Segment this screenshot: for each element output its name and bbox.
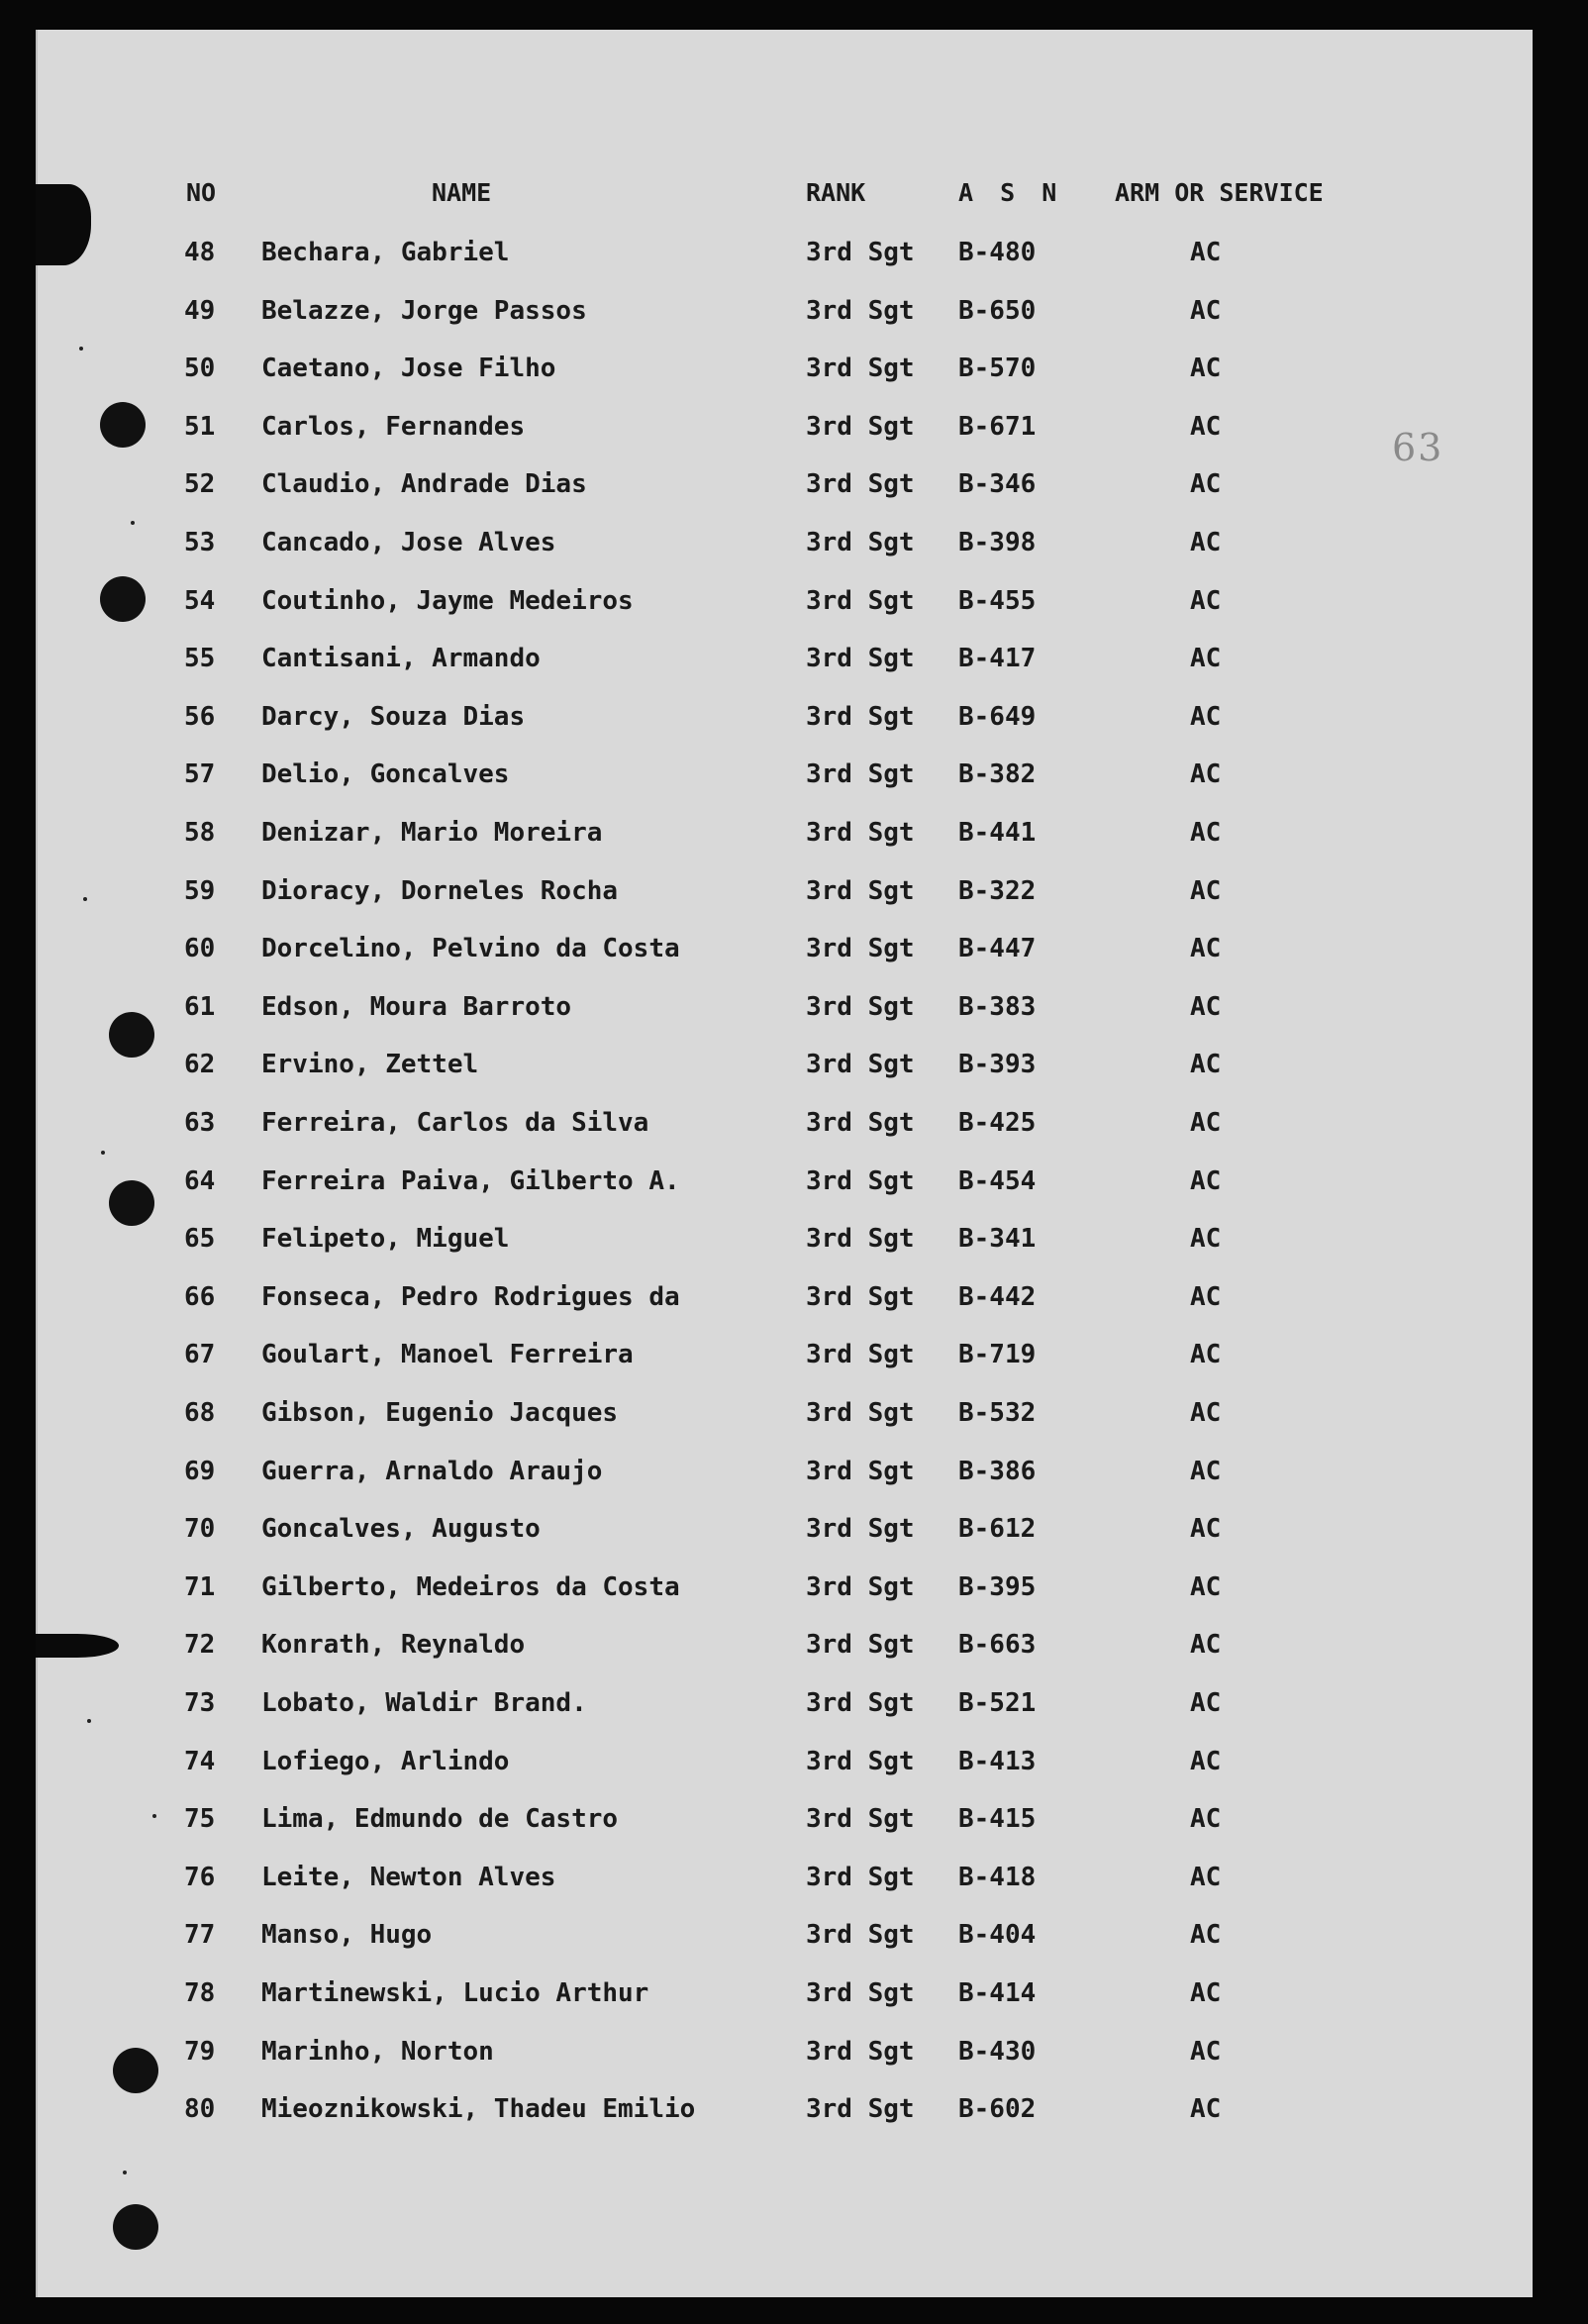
table-row (0, 528, 1588, 567)
row-name: Guerra, Arnaldo Araujo (261, 1457, 603, 1486)
row-no: 55 (184, 644, 216, 673)
row-no: 69 (184, 1457, 216, 1486)
row-no: 75 (184, 1804, 216, 1834)
table-row (0, 1804, 1588, 1844)
row-arm-or-service: AC (1190, 1050, 1222, 1079)
table-row (0, 1863, 1588, 1902)
table-row (0, 1457, 1588, 1496)
row-rank: 3rd Sgt (806, 354, 915, 383)
row-no: 51 (184, 412, 216, 442)
row-rank: 3rd Sgt (806, 1108, 915, 1138)
row-asn: B-425 (958, 1108, 1037, 1138)
row-name: Dioracy, Dorneles Rocha (261, 876, 619, 906)
row-arm-or-service: AC (1190, 2094, 1222, 2124)
row-name: Ervino, Zettel (261, 1050, 479, 1079)
row-arm-or-service: AC (1190, 992, 1222, 1022)
row-no: 52 (184, 469, 216, 499)
row-name: Lima, Edmundo de Castro (261, 1804, 619, 1834)
row-arm-or-service: AC (1190, 238, 1222, 267)
row-arm-or-service: AC (1190, 1630, 1222, 1660)
row-asn: B-455 (958, 586, 1037, 616)
row-no: 71 (184, 1572, 216, 1602)
row-arm-or-service: AC (1190, 644, 1222, 673)
row-arm-or-service: AC (1190, 818, 1222, 848)
row-arm-or-service: AC (1190, 1920, 1222, 1950)
table-row (0, 1978, 1588, 2018)
row-arm-or-service: AC (1190, 586, 1222, 616)
table-row (0, 354, 1588, 393)
table-row (0, 876, 1588, 916)
row-name: Goulart, Manoel Ferreira (261, 1340, 634, 1369)
row-name: Martinewski, Lucio Arthur (261, 1978, 649, 2008)
row-name: Claudio, Andrade Dias (261, 469, 587, 499)
row-no: 56 (184, 702, 216, 732)
row-asn: B-417 (958, 644, 1037, 673)
row-arm-or-service: AC (1190, 1224, 1222, 1254)
table-row (0, 644, 1588, 683)
row-rank: 3rd Sgt (806, 1050, 915, 1079)
row-rank: 3rd Sgt (806, 992, 915, 1022)
row-no: 76 (184, 1863, 216, 1892)
row-name: Konrath, Reynaldo (261, 1630, 526, 1660)
table-row (0, 238, 1588, 277)
row-rank: 3rd Sgt (806, 876, 915, 906)
row-arm-or-service: AC (1190, 412, 1222, 442)
row-rank: 3rd Sgt (806, 1166, 915, 1196)
row-name: Leite, Newton Alves (261, 1863, 556, 1892)
table-row (0, 1572, 1588, 1612)
row-rank: 3rd Sgt (806, 1978, 915, 2008)
row-no: 59 (184, 876, 216, 906)
row-no: 49 (184, 296, 216, 326)
row-asn: B-442 (958, 1282, 1037, 1312)
row-no: 80 (184, 2094, 216, 2124)
row-rank: 3rd Sgt (806, 702, 915, 732)
row-name: Dorcelino, Pelvino da Costa (261, 934, 680, 963)
row-rank: 3rd Sgt (806, 2037, 915, 2067)
row-name: Carlos, Fernandes (261, 412, 526, 442)
row-arm-or-service: AC (1190, 1747, 1222, 1776)
row-name: Cancado, Jose Alves (261, 528, 556, 557)
row-arm-or-service: AC (1190, 1572, 1222, 1602)
row-no: 60 (184, 934, 216, 963)
row-arm-or-service: AC (1190, 1398, 1222, 1428)
row-name: Gilberto, Medeiros da Costa (261, 1572, 680, 1602)
row-rank: 3rd Sgt (806, 759, 915, 789)
row-name: Felipeto, Miguel (261, 1224, 510, 1254)
table-row (0, 1050, 1588, 1089)
row-arm-or-service: AC (1190, 1282, 1222, 1312)
row-asn: B-454 (958, 1166, 1037, 1196)
row-rank: 3rd Sgt (806, 586, 915, 616)
header-asn: A S N (958, 178, 1063, 207)
row-name: Manso, Hugo (261, 1920, 433, 1950)
row-arm-or-service: AC (1190, 1804, 1222, 1834)
row-no: 65 (184, 1224, 216, 1254)
table-row (0, 2037, 1588, 2076)
table-row (0, 992, 1588, 1032)
row-arm-or-service: AC (1190, 296, 1222, 326)
row-no: 79 (184, 2037, 216, 2067)
row-arm-or-service: AC (1190, 1688, 1222, 1718)
table-row (0, 1920, 1588, 1960)
row-no: 48 (184, 238, 216, 267)
row-asn: B-671 (958, 412, 1037, 442)
row-arm-or-service: AC (1190, 876, 1222, 906)
row-name: Ferreira, Carlos da Silva (261, 1108, 649, 1138)
row-name: Darcy, Souza Dias (261, 702, 526, 732)
table-row (0, 818, 1588, 858)
row-rank: 3rd Sgt (806, 412, 915, 442)
table-row (0, 2094, 1588, 2134)
row-arm-or-service: AC (1190, 1978, 1222, 2008)
row-no: 67 (184, 1340, 216, 1369)
row-rank: 3rd Sgt (806, 1340, 915, 1369)
row-name: Coutinho, Jayme Medeiros (261, 586, 634, 616)
row-no: 66 (184, 1282, 216, 1312)
row-rank: 3rd Sgt (806, 1572, 915, 1602)
row-rank: 3rd Sgt (806, 1224, 915, 1254)
row-asn: B-650 (958, 296, 1037, 326)
row-arm-or-service: AC (1190, 702, 1222, 732)
row-arm-or-service: AC (1190, 1166, 1222, 1196)
row-rank: 3rd Sgt (806, 1514, 915, 1544)
row-asn: B-430 (958, 2037, 1037, 2067)
row-asn: B-447 (958, 934, 1037, 963)
table-row (0, 1224, 1588, 1263)
row-no: 57 (184, 759, 216, 789)
row-arm-or-service: AC (1190, 469, 1222, 499)
row-arm-or-service: AC (1190, 1457, 1222, 1486)
row-no: 53 (184, 528, 216, 557)
row-rank: 3rd Sgt (806, 1630, 915, 1660)
row-no: 68 (184, 1398, 216, 1428)
table-row (0, 1514, 1588, 1554)
row-no: 77 (184, 1920, 216, 1950)
row-name: Delio, Goncalves (261, 759, 510, 789)
row-name: Marinho, Norton (261, 2037, 494, 2067)
row-no: 62 (184, 1050, 216, 1079)
table-row (0, 1166, 1588, 1206)
row-name: Lofiego, Arlindo (261, 1747, 510, 1776)
table-row (0, 586, 1588, 626)
row-asn: B-649 (958, 702, 1037, 732)
row-asn: B-398 (958, 528, 1037, 557)
table-row (0, 759, 1588, 799)
row-rank: 3rd Sgt (806, 1804, 915, 1834)
row-name: Lobato, Waldir Brand. (261, 1688, 587, 1718)
row-no: 73 (184, 1688, 216, 1718)
row-rank: 3rd Sgt (806, 1688, 915, 1718)
table-row (0, 296, 1588, 336)
row-arm-or-service: AC (1190, 354, 1222, 383)
header-no: NO (186, 178, 217, 207)
table-row (0, 702, 1588, 742)
table-row (0, 1398, 1588, 1438)
row-name: Gibson, Eugenio Jacques (261, 1398, 619, 1428)
row-asn: B-386 (958, 1457, 1037, 1486)
row-rank: 3rd Sgt (806, 644, 915, 673)
row-asn: B-532 (958, 1398, 1037, 1428)
header-arm-or-service: ARM OR SERVICE (1115, 178, 1324, 207)
row-arm-or-service: AC (1190, 2037, 1222, 2067)
header-row (0, 178, 1588, 218)
table-row (0, 1630, 1588, 1669)
table-row (0, 412, 1588, 452)
row-rank: 3rd Sgt (806, 1920, 915, 1950)
row-rank: 3rd Sgt (806, 1747, 915, 1776)
row-name: Denizar, Mario Moreira (261, 818, 603, 848)
row-asn: B-415 (958, 1804, 1037, 1834)
row-asn: B-413 (958, 1747, 1037, 1776)
row-rank: 3rd Sgt (806, 818, 915, 848)
row-asn: B-719 (958, 1340, 1037, 1369)
row-name: Goncalves, Augusto (261, 1514, 541, 1544)
header-name: NAME (432, 178, 492, 207)
row-rank: 3rd Sgt (806, 1282, 915, 1312)
row-asn: B-612 (958, 1514, 1037, 1544)
row-name: Ferreira Paiva, Gilberto A. (261, 1166, 680, 1196)
row-asn: B-404 (958, 1920, 1037, 1950)
row-no: 54 (184, 586, 216, 616)
row-arm-or-service: AC (1190, 1863, 1222, 1892)
table-row (0, 1340, 1588, 1379)
table-row (0, 1282, 1588, 1322)
row-arm-or-service: AC (1190, 759, 1222, 789)
row-name: Cantisani, Armando (261, 644, 541, 673)
row-rank: 3rd Sgt (806, 238, 915, 267)
row-no: 72 (184, 1630, 216, 1660)
row-name: Fonseca, Pedro Rodrigues da (261, 1282, 680, 1312)
row-no: 74 (184, 1747, 216, 1776)
row-no: 63 (184, 1108, 216, 1138)
row-rank: 3rd Sgt (806, 1457, 915, 1486)
table-row (0, 934, 1588, 973)
row-asn: B-663 (958, 1630, 1037, 1660)
row-name: Bechara, Gabriel (261, 238, 510, 267)
row-asn: B-480 (958, 238, 1037, 267)
row-asn: B-521 (958, 1688, 1037, 1718)
row-asn: B-395 (958, 1572, 1037, 1602)
row-arm-or-service: AC (1190, 1340, 1222, 1369)
row-rank: 3rd Sgt (806, 1863, 915, 1892)
row-arm-or-service: AC (1190, 934, 1222, 963)
row-rank: 3rd Sgt (806, 2094, 915, 2124)
row-no: 61 (184, 992, 216, 1022)
row-asn: B-441 (958, 818, 1037, 848)
row-asn: B-322 (958, 876, 1037, 906)
table-row (0, 469, 1588, 509)
row-rank: 3rd Sgt (806, 1398, 915, 1428)
row-rank: 3rd Sgt (806, 296, 915, 326)
row-asn: B-393 (958, 1050, 1037, 1079)
row-no: 50 (184, 354, 216, 383)
row-no: 78 (184, 1978, 216, 2008)
row-no: 64 (184, 1166, 216, 1196)
row-asn: B-341 (958, 1224, 1037, 1254)
page-number: 63 (1392, 426, 1444, 469)
row-asn: B-382 (958, 759, 1037, 789)
row-asn: B-383 (958, 992, 1037, 1022)
row-asn: B-346 (958, 469, 1037, 499)
row-no: 70 (184, 1514, 216, 1544)
row-name: Caetano, Jose Filho (261, 354, 556, 383)
row-asn: B-418 (958, 1863, 1037, 1892)
header-rank: RANK (806, 178, 866, 207)
row-rank: 3rd Sgt (806, 469, 915, 499)
row-name: Belazze, Jorge Passos (261, 296, 587, 326)
table-row (0, 1688, 1588, 1728)
row-arm-or-service: AC (1190, 1514, 1222, 1544)
row-name: Mieoznikowski, Thadeu Emilio (261, 2094, 696, 2124)
table-row (0, 1108, 1588, 1148)
row-arm-or-service: AC (1190, 1108, 1222, 1138)
row-rank: 3rd Sgt (806, 528, 915, 557)
row-name: Edson, Moura Barroto (261, 992, 572, 1022)
table-row (0, 1747, 1588, 1786)
row-asn: B-570 (958, 354, 1037, 383)
row-arm-or-service: AC (1190, 528, 1222, 557)
row-asn: B-414 (958, 1978, 1037, 2008)
row-asn: B-602 (958, 2094, 1037, 2124)
row-rank: 3rd Sgt (806, 934, 915, 963)
row-no: 58 (184, 818, 216, 848)
